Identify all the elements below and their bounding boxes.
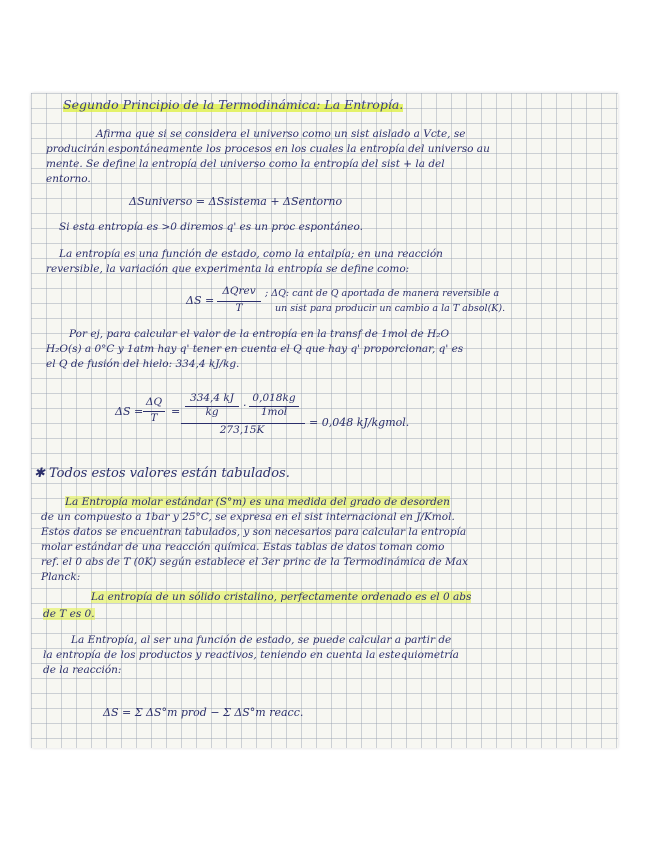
state-function-line: La entropía es una función de estado, como la entalpía; en una reacción xyxy=(59,248,443,260)
tabulated-note: ✱ Todos estos valores están tabulados. xyxy=(34,466,290,481)
page-title xyxy=(63,97,403,112)
definition-lhs: ΔS = xyxy=(186,294,215,307)
reaction-entropy-formula: ΔS = Σ ΔS°m prod − Σ ΔS°m reacc. xyxy=(103,706,304,719)
reaction-line: de la reacción: xyxy=(43,664,122,676)
intro-line: mente. Se define la entropía del universo como la entropía del sist + la del xyxy=(46,158,445,170)
calc-q-numerator: ΔQ xyxy=(145,396,163,408)
title-text: Segundo Principio de la Termodinámica: La Entropía. xyxy=(63,97,404,112)
standard-molar-line: La Entropía molar estándar (S°m) es una medida del grado de desorden xyxy=(65,496,450,508)
standard-molar-line: molar estándar de una reacción química. Estas tablas de datos toman como xyxy=(41,541,445,553)
definition-denominator: T xyxy=(235,302,243,314)
notebook-page xyxy=(31,93,618,748)
calc-temperature: 273,15K xyxy=(219,424,265,436)
calc-equals: = xyxy=(171,405,181,418)
calc-lhs: ΔS = xyxy=(115,405,144,418)
reaction-line: La Entropía, al ser una función de estado, se puede calcular a partir de xyxy=(71,634,452,646)
calc-mol-unit: 1mol xyxy=(260,406,288,418)
third-law-line: de T es 0. xyxy=(43,608,95,620)
definition-numerator: ΔQrev xyxy=(222,285,256,297)
third-law-line: La entropía de un sólido cristalino, perfectamente ordenado es el 0 abs xyxy=(91,591,472,603)
reaction-line: la entropía de los productos y reactivos, teniendo en cuenta la estequiometría xyxy=(43,649,459,661)
calc-heat-unit: kg xyxy=(205,406,219,418)
calc-result: = 0,048 kJ/kgmol. xyxy=(309,416,410,429)
calc-t-denominator: T xyxy=(150,412,158,424)
calc-mass-value: 0,018kg xyxy=(252,392,296,404)
universe-entropy-formula: ΔSuniverso = ΔSsistema + ΔSentorno xyxy=(129,195,343,208)
example-line: Por ej, para calcular el valor de la entropía en la transf de 1mol de H₂O xyxy=(69,328,450,340)
intro-line: entorno. xyxy=(46,173,91,185)
example-line: el Q de fusión del hielo: 334,4 kJ/kg. xyxy=(46,358,240,370)
intro-line: producirán espontáneamente los procesos en los cuales la entropía del universo au xyxy=(46,143,490,155)
definition-note-line: un sist para producir un cambio a la T absol(K). xyxy=(275,303,506,314)
intro-line: Afirma que si se considera el universo como un sist aislado a Vcte, se xyxy=(96,128,466,140)
standard-molar-line: de un compuesto a 1bar y 25°C, se expresa en el sist internacional en J/Kmol. xyxy=(41,511,455,523)
definition-note-line: ; ΔQ: cant de Q aportada de manera reversible a xyxy=(265,288,500,299)
standard-molar-line: Planck: xyxy=(41,571,81,583)
standard-molar-line: ref. el 0 abs de T (0K) según establece el 3er princ de la Termodinámica de Max xyxy=(41,556,468,568)
standard-molar-line: Estos datos se encuentran tabulados, y son necesarios para calcular la entropía xyxy=(41,526,467,538)
state-function-line: reversible, la variación que experimenta la entropía se define como: xyxy=(46,263,410,275)
calc-heat-value: 334,4 kJ xyxy=(190,392,234,404)
spontaneity-statement: Si esta entropía es >0 diremos q' es un proc espontáneo. xyxy=(59,221,363,233)
calc-multiply: · xyxy=(243,399,247,412)
example-line: H₂O(s) a 0°C y 1atm hay q' tener en cuenta el Q que hay q' proporcionar, q' es xyxy=(46,343,464,355)
